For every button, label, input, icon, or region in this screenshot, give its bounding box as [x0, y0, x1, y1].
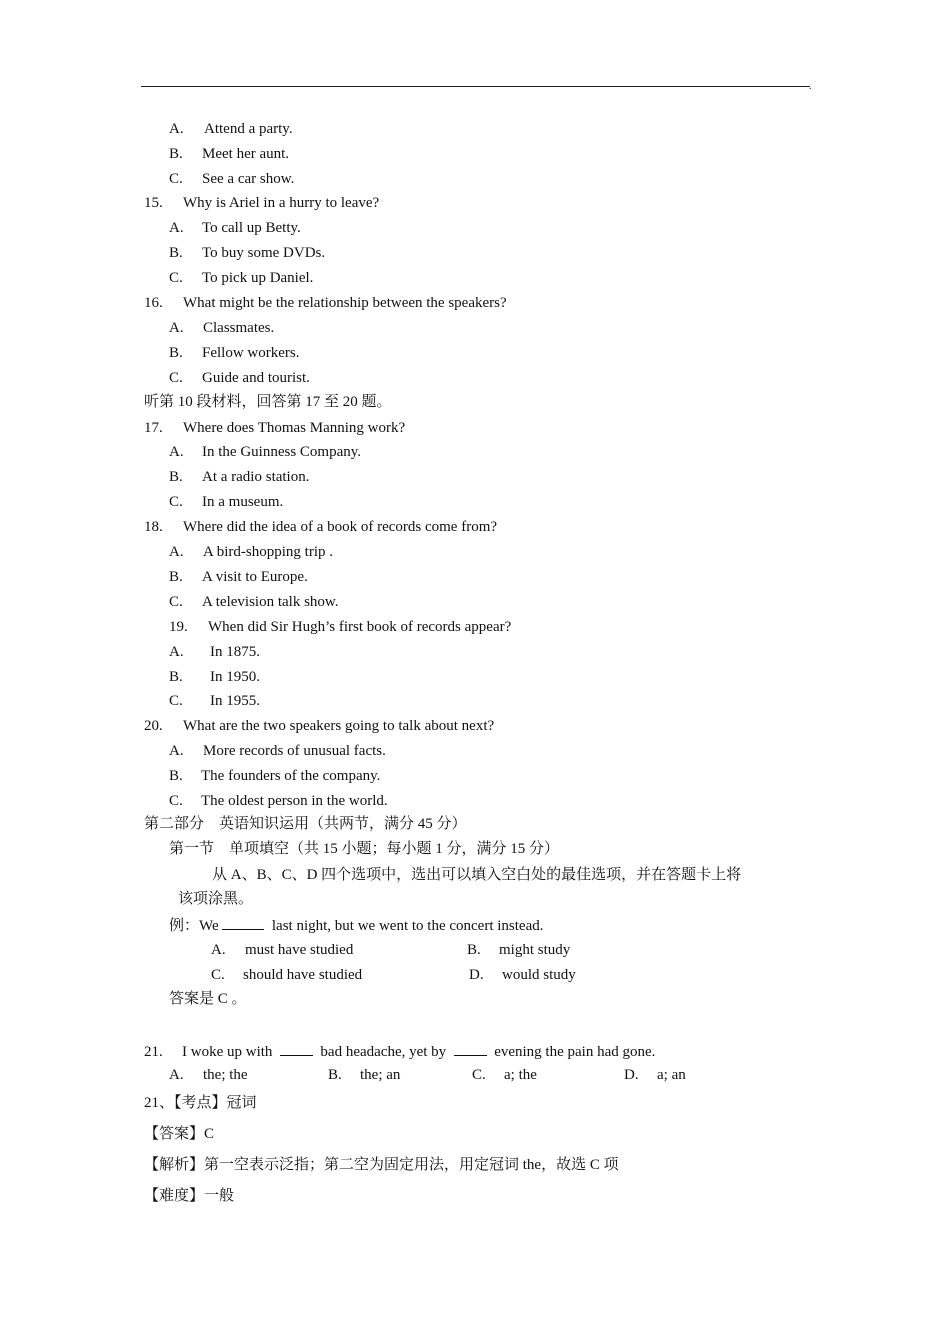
option-17a: A. In the Guinness Company. [169, 444, 362, 460]
option-15b: B. To buy some DVDs. [169, 245, 326, 261]
question-15: 15. Why is Ariel in a hurry to leave? [144, 195, 380, 211]
question-20: 20. What are the two speakers going to talk about next? [144, 718, 495, 734]
question-17: 17. Where does Thomas Manning work? [144, 420, 406, 436]
example-option-b: B. might study [467, 942, 571, 958]
section-10-instruction: 听第 10 段材料，回答第 17 至 20 题。 [144, 394, 392, 410]
instruction-line-1: 从 A、B、C、D 四个选项中，选出可以填入空白处的最佳选项，并在答题卡上将 [212, 867, 742, 883]
example-option-d: D. would study [469, 967, 576, 983]
option-19c: C. In 1955. [169, 693, 260, 709]
option-14a: A. Attend a party. [169, 121, 293, 137]
q21-answer: 【答案】C [144, 1126, 215, 1142]
example-answer: 答案是 C 。 [169, 991, 247, 1007]
question-19: 19. When did Sir Hugh’s first book of records appear? [169, 619, 512, 635]
option-19b: B. In 1950. [169, 669, 260, 685]
instruction-line-2: 该项涂黑。 [178, 891, 254, 907]
option-19a: A. In 1875. [169, 644, 260, 660]
question-16: 16. What might be the relationship between the speakers? [144, 295, 507, 311]
q21-blank-1 [280, 1041, 313, 1056]
option-21a: A. the; the [169, 1067, 248, 1083]
option-18a: A. A bird-shopping trip . [169, 544, 333, 560]
header-rule [141, 86, 810, 87]
q21-analysis: 【解析】第一空表示泛指；第二空为固定用法，用定冠词 the，故选 C 项 [144, 1157, 619, 1173]
option-20a: A. More records of unusual facts. [169, 743, 386, 759]
option-15a: A. To call up Betty. [169, 220, 301, 236]
option-20c: C. The oldest person in the world. [169, 793, 388, 809]
q21-blank-2 [454, 1041, 487, 1056]
option-21b: B. the; an [328, 1067, 401, 1083]
option-18c: C. A television talk show. [169, 594, 339, 610]
example-blank [222, 915, 264, 930]
header-rule-mark: . [809, 81, 812, 92]
option-15c: C. To pick up Daniel. [169, 270, 314, 286]
section-1-title: 第一节 单项填空（共 15 小题；每小题 1 分，满分 15 分） [169, 841, 560, 857]
option-17c: C. In a museum. [169, 494, 284, 510]
option-16b: B. Fellow workers. [169, 345, 300, 361]
option-16a: A. Classmates. [169, 320, 275, 336]
question-21: 21. I woke up with bad headache, yet by evening the pain had gone. [144, 1041, 655, 1062]
option-14b: B. Meet her aunt. [169, 146, 290, 162]
option-16c: C. Guide and tourist. [169, 370, 310, 386]
example-option-c: C. should have studied [211, 967, 363, 983]
question-18: 18. Where did the idea of a book of records come from? [144, 519, 498, 535]
option-21c: C. a; the [472, 1067, 537, 1083]
q21-difficulty: 【难度】一般 [144, 1188, 235, 1204]
example-option-a: A. must have studied [211, 942, 354, 958]
option-18b: B. A visit to Europe. [169, 569, 308, 585]
option-17b: B. At a radio station. [169, 469, 310, 485]
q21-kaodian: 21、【考点】冠词 [144, 1095, 257, 1111]
option-21d: D. a; an [624, 1067, 686, 1083]
option-14c: C. See a car show. [169, 171, 295, 187]
option-20b: B. The founders of the company. [169, 768, 381, 784]
part-2-title: 第二部分 英语知识运用（共两节，满分 45 分） [144, 816, 467, 832]
example-sentence: 例：We last night, but we went to the concert instead. [169, 915, 543, 936]
